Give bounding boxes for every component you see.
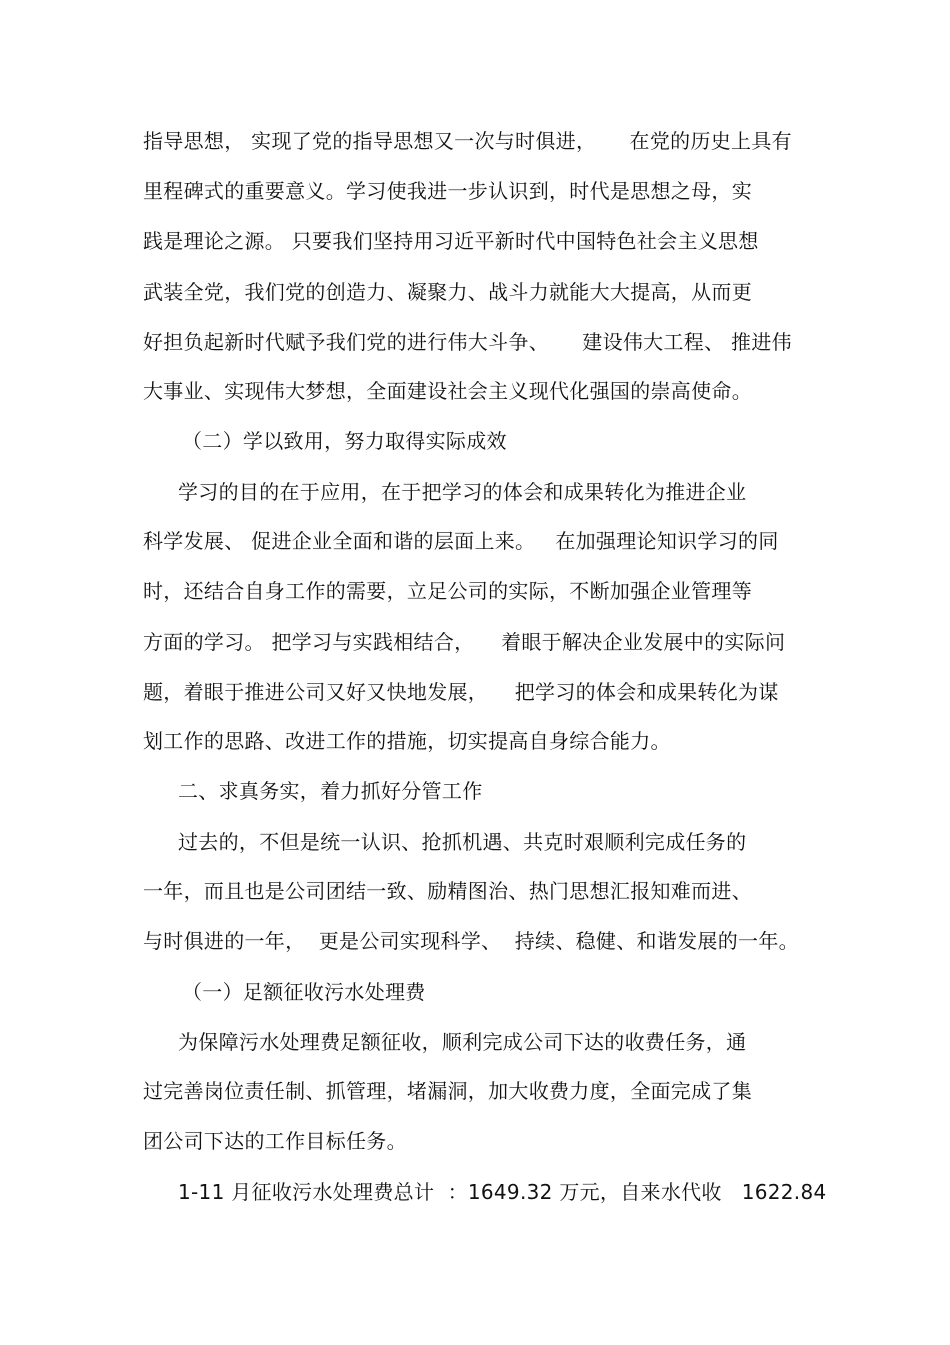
text-line-10: 时，还结合自身工作的需要，立足公司的实际，不断加强企业管理等 xyxy=(143,579,752,603)
text-line-17: 与时俱进的一年， 更是公司实现科学、 持续、稳健、和谐发展的一年。 xyxy=(143,929,799,953)
text-line-5: 好担负起新时代赋予我们党的进行伟大斗争、 建设伟大工程、 推进伟 xyxy=(143,330,792,354)
text-line-4: 武装全党，我们党的创造力、凝聚力、战斗力就能大大提高，从而更 xyxy=(143,280,752,304)
text-line-16: 一年，而且也是公司团结一致、励精图治、热门思想汇报知难而进、 xyxy=(143,879,752,903)
section-heading-work: 二、求真务实，着力抓好分管工作 xyxy=(178,779,483,803)
text-line-2: 里程碑式的重要意义。学习使我进一步认识到，时代是思想之母，实 xyxy=(143,179,752,203)
text-line-15: 过去的，不但是统一认识、抢抓机遇、共克时艰顺利完成任务的 xyxy=(178,830,747,854)
text-line-11: 方面的学习。 把学习与实践相结合， 着眼于解决企业发展中的实际问 xyxy=(143,630,786,654)
text-line-8: 学习的目的在于应用，在于把学习的体会和成果转化为推进企业 xyxy=(178,480,747,504)
text-line-21: 团公司下达的工作目标任务。 xyxy=(143,1129,407,1153)
subheading-study-application: （二）学以致用，努力取得实际成效 xyxy=(182,429,507,453)
text-line-6: 大事业、实现伟大梦想，全面建设社会主义现代化强国的崇高使命。 xyxy=(143,379,752,403)
text-line-1: 指导思想， 实现了党的指导思想又一次与时俱进， 在党的历史上具有 xyxy=(143,129,792,153)
text-line-12: 题，着眼于推进公司又好又快地发展， 把学习的体会和成果转化为谋 xyxy=(143,680,779,704)
text-line-22: 1-11 月征收污水处理费总计 ：1649.32 万元，自来水代收 1622.84 xyxy=(178,1180,827,1204)
text-line-20: 过完善岗位责任制、抓管理，堵漏洞，加大收费力度，全面完成了集 xyxy=(143,1079,752,1103)
text-line-13: 划工作的思路、改进工作的措施，切实提高自身综合能力。 xyxy=(143,729,671,753)
text-line-3: 践是理论之源。 只要我们坚持用习近平新时代中国特色社会主义思想 xyxy=(143,229,759,253)
text-line-9: 科学发展、 促进企业全面和谐的层面上来。 在加强理论知识学习的同 xyxy=(143,529,779,553)
text-line-19: 为保障污水处理费足额征收，顺利完成公司下达的收费任务，通 xyxy=(178,1030,747,1054)
subheading-sewage-fee: （一）足额征收污水处理费 xyxy=(182,980,426,1004)
